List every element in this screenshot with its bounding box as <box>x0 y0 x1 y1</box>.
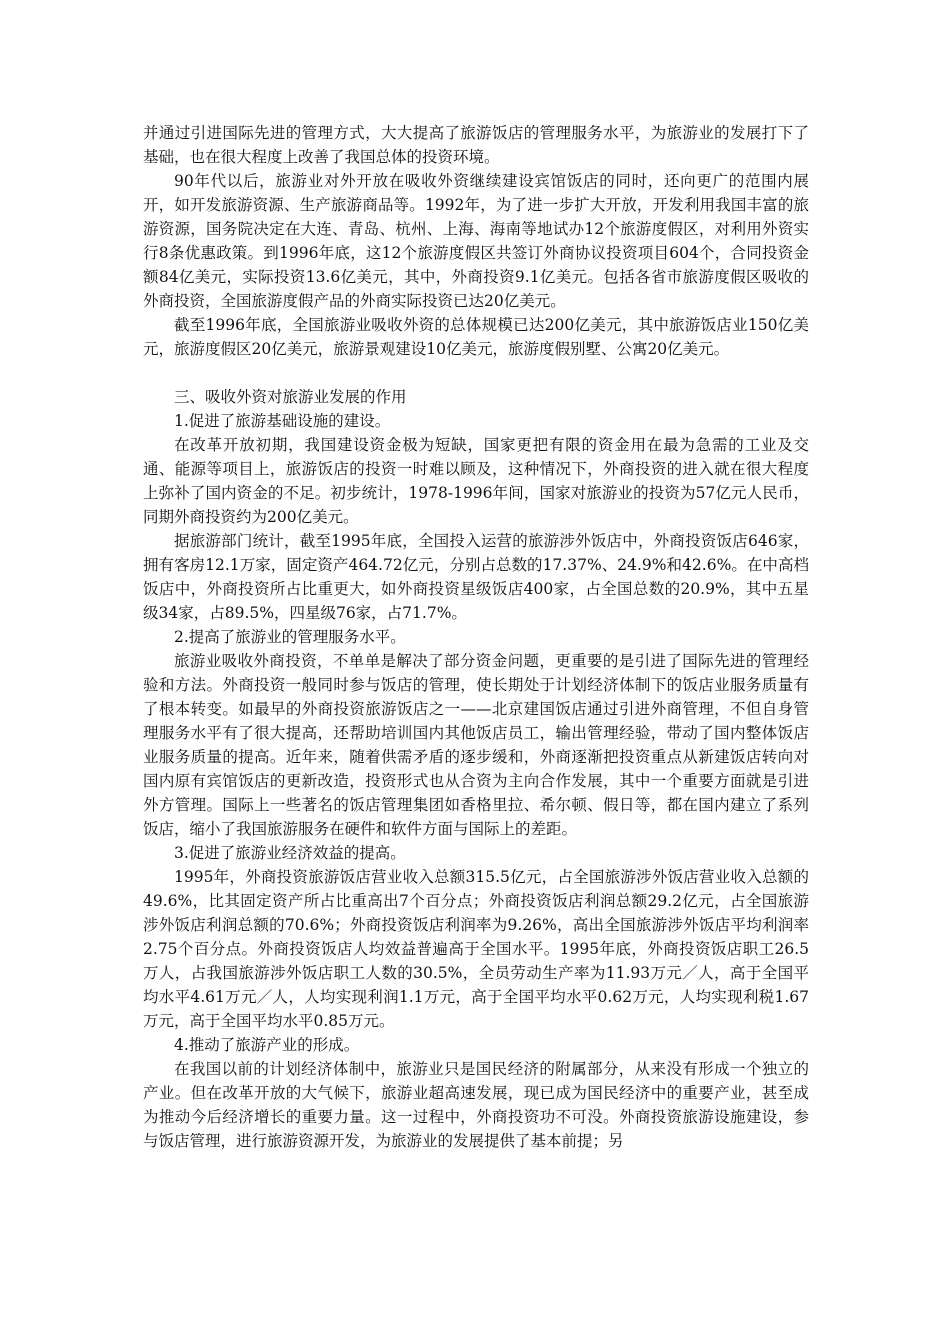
paragraph-1996-scale: 截至1996年底，全国旅游业吸收外资的总体规模已达200亿美元，其中旅游饭店业150亿美元，旅游度假区20亿美元，旅游景观建设10亿美元，旅游度假别墅、公寓20亿美元。 <box>143 316 809 358</box>
paragraph-1990s-opening: 90年代以后，旅游业对外开放在吸收外资继续建设宾馆饭店的同时，还向更广的范围内展开，如开发旅游资源、生产旅游商品等。1992年，为了进一步扩大开放，开发利用我国丰富的旅游资源，国务院决定在大连、青岛、杭州、上海、海南等地试办12个旅游度假区，对利用外资实行8条优惠政策。到1996年底，这12个旅游度假区共签订外商协议投资项目604个，合同投资金额84亿美元，实际投资13.6亿美元，其中，外商投资9.1亿美元。包括各省市旅游度假区吸收的外商投资，全国旅游度假产品的外商实际投资已达20亿美元。 <box>143 172 809 310</box>
section-gap <box>143 361 809 385</box>
subsection-1-paragraph: 在改革开放初期，我国建设资金极为短缺，国家更把有限的资金用在最为急需的工业及交通、能源等项目上，旅游饭店的投资一时难以顾及，这种情况下，外商投资的进入就在很大程度上弥补了国内资金的不足。初步统计，1978-1996年间，国家对旅游业的投资为57亿元人民币，同期外商投资约为200亿美元。 <box>143 436 809 526</box>
subsection-3-paragraph: 1995年，外商投资旅游饭店营业收入总额315.5亿元，占全国旅游涉外饭店营业收入总额的49.6%，比其固定资产所占比重高出7个百分点；外商投资饭店利润总额29.2亿元，占全国旅游涉外饭店利润总额的70.6%；外商投资饭店利润率为9.26%，高出全国旅游涉外饭店平均利润率2.75个百分点。外商投资饭店人均效益普遍高于全国水平。1995年底，外商投资饭店职工26.5万人，占我国旅游涉外饭店职工人数的30.5%，全员劳动生产率为11.93万元／人，高于全国平均水平4.61万元／人，人均实现利润1.1万元，高于全国平均水平0.62万元，人均实现利税1.67万元，高于全国平均水平0.85万元。 <box>143 868 809 1030</box>
paragraph-continuation: 并通过引进国际先进的管理方式，大大提高了旅游饭店的管理服务水平，为旅游业的发展打下了基础，也在很大程度上改善了我国总体的投资环境。 <box>143 124 809 166</box>
subsection-1-paragraph: 据旅游部门统计，截至1995年底，全国投入运营的旅游涉外饭店中，外商投资饭店646家，拥有客房12.1万家，固定资产464.72亿元，分别占总数的17.37%、24.9%和42.6%。在中高档饭店中，外商投资所占比重更大，如外商投资星级饭店400家，占全国总数的20.9%，其中五星级34家，占89.5%，四星级76家，占71.7%。 <box>143 532 809 622</box>
subsection-1-heading: 1.促进了旅游基础设施的建设。 <box>174 412 391 430</box>
subsection-4-heading: 4.推动了旅游产业的形成。 <box>174 1036 360 1054</box>
subsection-2-heading: 2.提高了旅游业的管理服务水平。 <box>174 628 406 646</box>
document-page <box>143 121 809 1153</box>
section-heading: 三、吸收外资对旅游业发展的作用 <box>174 388 407 406</box>
subsection-3-heading: 3.促进了旅游业经济效益的提高。 <box>174 844 406 862</box>
subsection-4-paragraph: 在我国以前的计划经济体制中，旅游业只是国民经济的附属部分，从来没有形成一个独立的产业。但在改革开放的大气候下，旅游业超高速发展，现已成为国民经济中的重要产业，甚至成为推动今后经济增长的重要力量。这一过程中，外商投资功不可没。外商投资旅游设施建设，参与饭店管理，进行旅游资源开发，为旅游业的发展提供了基本前提；另 <box>143 1060 809 1150</box>
subsection-2-paragraph: 旅游业吸收外商投资，不单单是解决了部分资金问题，更重要的是引进了国际先进的管理经验和方法。外商投资一般同时参与饭店的管理，使长期处于计划经济体制下的饭店业服务质量有了根本转变。如最早的外商投资旅游饭店之一——北京建国饭店通过引进外商管理，不但自身管理服务水平有了很大提高，还帮助培训国内其他饭店员工，输出管理经验，带动了国内整体饭店业服务质量的提高。近年来，随着供需矛盾的逐步缓和，外商逐渐把投资重点从新建饭店转向对国内原有宾馆饭店的更新改造，投资形式也从合资为主向合作发展，其中一个重要方面就是引进外方管理。国际上一些著名的饭店管理集团如香格里拉、希尔顿、假日等，都在国内建立了系列饭店，缩小了我国旅游服务在硬件和软件方面与国际上的差距。 <box>143 652 809 838</box>
